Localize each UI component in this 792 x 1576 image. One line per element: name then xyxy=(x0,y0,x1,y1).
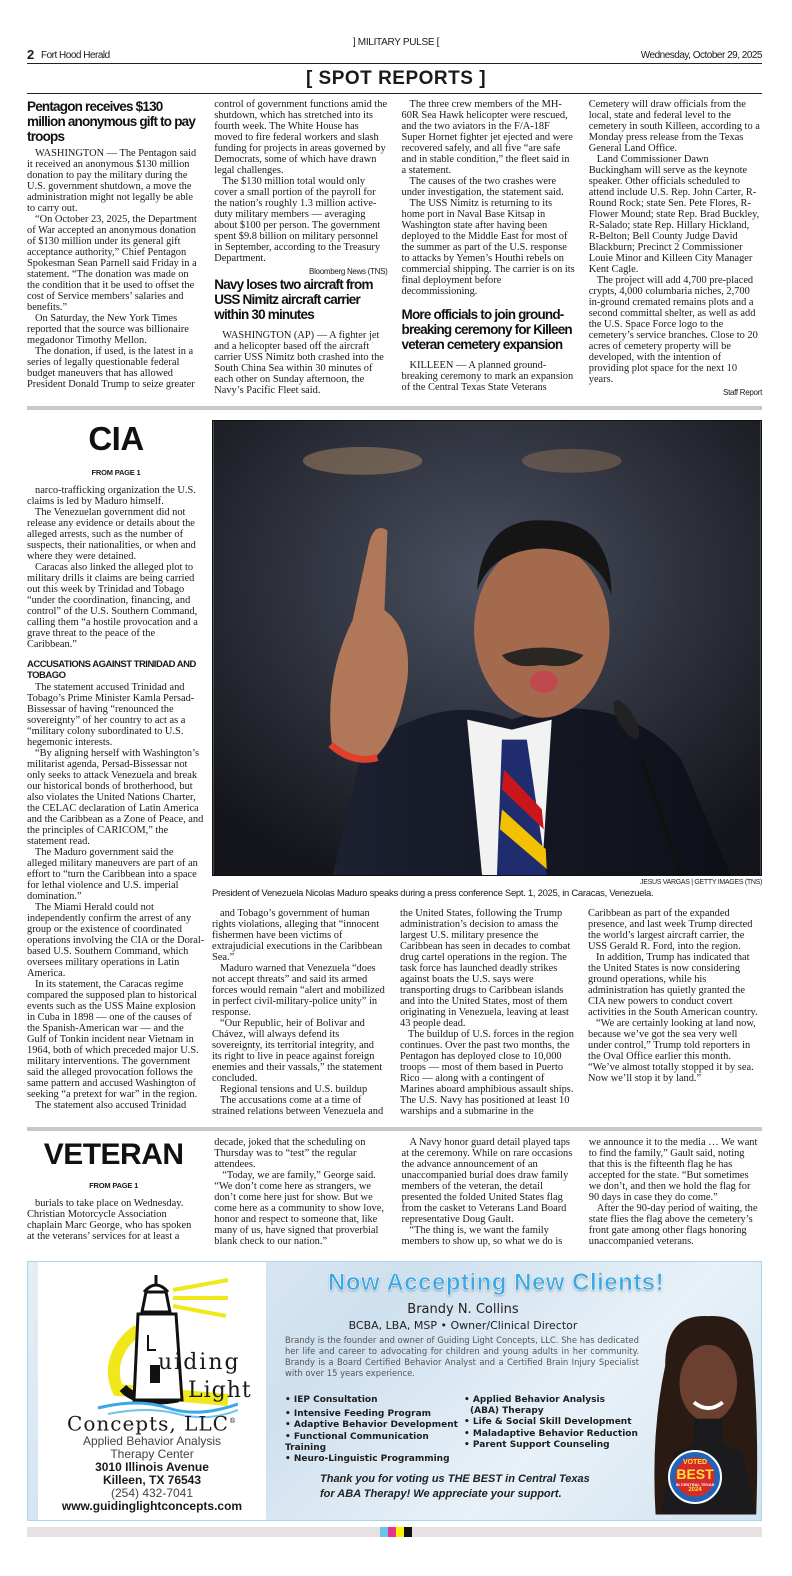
paragraph: The statement accused Trinidad and Tobago’s Prime Minister Kamla Persad-Bissessar of having “renounced the sovereignty” of her country to act as a “military colony subordinated to U.S. hegemonic interests. xyxy=(27,682,195,748)
paper-name: Fort Hood Herald xyxy=(41,50,110,61)
service-item: • Maladaptive Behavior Reduction xyxy=(464,1428,638,1439)
article-body xyxy=(27,682,205,1111)
spot-reports xyxy=(27,99,762,398)
paragraph: The project will add 4,700 pre-placed crypts, 4,000 columbaria niches, 2,700 in-ground cremated remains plots and a second committal shelter, as well as add the U.S. Space Force logo to the cemetery’s service branches. Close to 20 acres of cemetery property will be developed, with the intention of providing plot space for the next 10 years. xyxy=(588,275,758,385)
company-logo xyxy=(38,1262,266,1520)
service-item: • Adaptive Behavior Development xyxy=(285,1420,458,1431)
thanks-line: Thank you for voting us THE BEST in Central Texas xyxy=(320,1473,590,1485)
paragraph: The Maduro government said the alleged military maneuvers are part of an effort to “turn the Caribbean into a space for lethal violence and U.S. imperial domination.” xyxy=(27,847,198,902)
paragraph: WASHINGTON — The Pentagon said it received an anonymous $130 million donation to pay the military during the U.S. government shutdown, a move the administration might not legally be able to carry out. xyxy=(27,148,197,214)
paragraph: The Miami Herald could not independently confirm the arrest of any group or the existence of coordinated operations involving the CIA or the Doral-based U.S. Southern Command, which oversees military operations in Latin America. xyxy=(27,902,205,979)
paragraph: Caracas also linked the alleged plot to military drills it claims are being carried out this week by Trinidad and Tobago “under the coordination, financing, and control” of the U.S. Southern Command, calling them “a hostile provocation and a grave threat to the peace of the Caribbean.” xyxy=(27,562,198,650)
photo-credit: JESUS VARGAS | GETTY IMAGES (TNS) xyxy=(640,879,762,886)
paragraph: On Saturday, the New York Times reported that the source was billionaire megadonor Timothy Mellon. xyxy=(27,313,189,346)
section-divider xyxy=(27,1127,762,1131)
photo-caption: President of Venezuela Nicolas Maduro speaks during a press conference Sept. 1, 2025, in Caracas, Venezuela. xyxy=(212,888,654,899)
divider xyxy=(27,93,762,94)
paragraph: A Navy honor guard detail played taps at the ceremony. While on rare occasions the advance announcement of an unaccompanied burial does draw family members of the veteran, the detail presented the folded United States flag from the casket to Veterans Land Board representative Doug Gault. xyxy=(401,1137,573,1225)
badge-top: VOTED xyxy=(682,1459,708,1466)
service-item: • Neuro-Linguistic Programming xyxy=(285,1454,450,1465)
person-bio: Brandy is the founder and owner of Guiding Light Concepts, LLC. She has dedicated her life and career to advocating for children and young adults in her community. Brandy is a Board Certified Behavior Analyst and a Certified Brain Injury Specialist with over 15 years experience. xyxy=(285,1335,639,1378)
article-cia-left xyxy=(27,420,205,1111)
logo-word-concepts xyxy=(38,1409,266,1436)
subhead: ACCUSATIONS AGAINST TRINIDAD AND TOBAGO xyxy=(27,659,196,681)
magenta-swatch xyxy=(388,1527,396,1537)
paragraph: The USS Nimitz is returning to its home port in Naval Base Kitsap in Washington state after having been deployed to the Middle East for most of the summer as part of the U.S. response to attacks by Yemen’s Houthi rebels on commercial shipping. The carrier is on its final deployment before decommissioning. xyxy=(401,198,575,297)
registration-bar xyxy=(27,1527,762,1537)
yellow-swatch xyxy=(396,1527,404,1537)
article-body xyxy=(27,485,205,650)
paragraph: “By aligning herself with Washington’s militarist agenda, Persad-Bissessar not only seeks to attack Venezuela and break our historical bonds of brotherhood, but also violates the United Nations Charter, the CELAC declaration of Latin America and the Caribbean as a Zone of Peace, and the principles of CARICOM,” the statement read. xyxy=(27,748,204,847)
masthead xyxy=(0,0,792,97)
paragraph: After the 90-day period of waiting, the state flies the flag above the cemetery’s front gate among other flags honoring unaccompanied veterans. xyxy=(588,1203,758,1247)
paragraph: The causes of the two crashes were under investigation, the statement said. xyxy=(401,176,564,198)
article-cia-continued xyxy=(212,908,762,1117)
article-veteran xyxy=(27,1137,762,1247)
paragraph: “Today, we are family,” George said. “We don’t come here as strangers, we don’t come here just for show. But we come here as a community to show love, honor and respect to someone that, like many of us, have signed that proverbial blank check to our nation.” xyxy=(214,1170,384,1247)
person-name: Brandy N. Collins xyxy=(407,1302,519,1317)
services-list-left xyxy=(285,1395,460,1465)
ad-tagline: Therapy Center xyxy=(110,1447,194,1461)
paragraph: Maduro warned that Venezuela “does not accept threats” and said its armed forces would remain “alert and mobilized in perfect civil-military-police unity” in response. xyxy=(212,963,385,1018)
ad-address: 3010 Illinois Avenue xyxy=(95,1460,209,1474)
paragraph: narco-trafficking organization the U.S. claims is led by Maduro himself. xyxy=(27,485,196,507)
voted-best-badge xyxy=(668,1450,722,1504)
byline-credit: Staff Report xyxy=(723,388,762,397)
person-title: BCBA, LBA, MSP • Owner/Clinical Director xyxy=(348,1319,578,1332)
headline: More officials to join ground-breaking ceremony for Killeen veteran cemetery expansion xyxy=(401,307,572,352)
paragraph: The three crew members of the MH-60R Sea Hawk helicopter were rescued, and the two aviators in the F/A-18F Super Hornet fighter jet ejected and were recovered safely, and all five “are safe and in stable condition,” the fleet said in a statement. xyxy=(401,99,573,176)
ad-city: Killeen, TX 76543 xyxy=(102,1473,202,1487)
jump-title: CIA xyxy=(88,420,144,457)
paragraph: In its statement, the Caracas regime compared the supposed plan to historical events such as the USS Maine explosion in Cuba in 1898 — one of the causes of the Spanish-American war — and the Gulf of Tonkin incident near Vietnam in 1964, both of which preceded major U.S. military interventions. The government said the alleged provocation follows the same pattern and accused Washington of seeking “a pretext for war” in the region. xyxy=(27,979,199,1100)
section-title: [ SPOT REPORTS ] xyxy=(305,68,487,89)
headline: Navy loses two aircraft from USS Nimitz aircraft carrier within 30 minutes xyxy=(214,277,373,322)
paragraph: “On October 23, 2025, the Department of War accepted an anonymous donation of $130 million under its general gift acceptance authority,” Chief Pentagon Spokesman Sean Parnell said Friday in a statement. “The donation was made on the condition that it be used to offset the cost of Service members’ salaries and benefits.” xyxy=(27,214,197,313)
issue-date: Wednesday, October 29, 2025 xyxy=(640,50,762,61)
paragraph: The buildup of U.S. forces in the region continues. Over the past two months, the Pentagon has deployed close to 10,000 troops — most of them based in Puerto Rico — along with a contingent of Marines aboard amphibious assault ships. The U.S. Navy has positioned at least 10 warships and a submarine in the Caribbean as part of the expanded presence, and last week Trump directed the world’s largest aircraft carrier, the USS Gerald R. Ford, into the region. xyxy=(400,908,753,1117)
divider xyxy=(27,63,762,64)
paragraph: KILLEEN — A planned ground-breaking ceremony to mark an expansion of the Central Texas State Veterans Cemetery will draw officials from the local, state and federal level to the cemetery in south Killeen, according to a Monday press release from the Texas General Land Office. xyxy=(401,99,760,393)
section-divider xyxy=(27,406,762,410)
paragraph: The accusations come at a time of strained relations between Venezuela and the United States, following the Trump administration’s decision to amass the largest U.S. military presence the Caribbean has seen in decades to combat drug cartel operations in the region. The task force has launched deadly strikes against boats the U.S. says were transporting drugs to Caribbean islands and into the United States, most of them originating in Venezuela, leaving at least 43 people dead. xyxy=(212,908,571,1117)
page-content xyxy=(27,99,762,1537)
advertisement-guiding-light xyxy=(27,1261,762,1521)
article-cia-right xyxy=(212,420,762,1117)
trademark-symbol: ® xyxy=(228,1417,237,1425)
ad-thanks xyxy=(320,1472,590,1502)
paragraph: “Our Republic, heir of Bolivar and Chávez, will always defend its sovereignty, its territorial integrity, and its right to live in peace against foreign enemies and their vassals,” the statement concluded. xyxy=(212,1018,383,1084)
service-item: • Functional Communication Training xyxy=(285,1431,429,1453)
paragraph: “We are certainly looking at land now, because we’ve got the sea very well under control,” Trump told reporters in the Oval Office earlier this month. “We’ve almost totally stopped it by sea. Now we’ll stop it by land.” xyxy=(588,1018,756,1084)
section-label: ] MILITARY PULSE [ xyxy=(352,37,440,48)
paragraph: Land Commissioner Dawn Buckingham will serve as the keynote speaker. Other officials scheduled to attend include U.S. Rep. John Carter, R-Round Rock; state Sen. Pete Flores, R-Flower Mound; state Rep. Brad Buckley, R-Salado; state Rep. Hillary Hickland, R-Belton; Bell County Judge David Blackburn; Precinct 2 Commissioner Louie Minor and Killeen City Manager Kent Cagle. xyxy=(588,154,760,275)
black-swatch xyxy=(404,1527,412,1537)
paragraph: The $130 million total would only cover a small portion of the payroll for the nation’s roughly 1.3 million active-duty military members — averaging about $100 per person. The government spent $9.8 billion on military personnel in September, according to the Treasury Department. xyxy=(214,176,381,264)
service-item: • Parent Support Counseling xyxy=(464,1439,610,1450)
logo-word-guiding: uiding xyxy=(158,1350,241,1375)
paragraph: burials to take place on Wednesday. Christian Motorcycle Association chaplain Marc George, who has spoken at the veterans’ services for at least a decade, joked that the scheduling on Thursday was to “test” the regular attendees. xyxy=(27,1137,366,1242)
paragraph: and Tobago’s government of human rights violations, alleging that “innocent fishermen have been victims of extrajudicial executions in the Caribbean Sea.” xyxy=(212,908,383,963)
article-body xyxy=(212,908,762,1117)
paragraph: The Venezuelan government did not release any evidence or details about the alleged arrests, such as the number of suspects, their nationalities, or when and where they were detained. xyxy=(27,507,196,562)
logo-company-suffix: Concepts, LLC xyxy=(67,1411,229,1436)
headline: Pentagon receives $130 million anonymous gift to pay troops xyxy=(27,99,196,144)
jump-label: FROM PAGE 1 xyxy=(89,1181,139,1190)
ad-headline: Now Accepting New Clients! xyxy=(328,1269,665,1296)
services-list-right xyxy=(464,1395,640,1451)
badge-main: BEST xyxy=(676,1466,714,1482)
article-cia xyxy=(27,420,762,1117)
cyan-swatch xyxy=(380,1527,388,1537)
page-number: 2 xyxy=(27,47,35,62)
paragraph: Regional tensions and U.S. buildup xyxy=(220,1084,368,1095)
thanks-line: for ABA Therapy! We appreciate your support. xyxy=(320,1488,562,1500)
jump-title: VETERAN xyxy=(43,1138,184,1171)
ad-phone[interactable]: (254) 432-7041 xyxy=(110,1486,194,1500)
ad-tagline: Applied Behavior Analysis xyxy=(82,1434,222,1448)
paragraph: The statement also accused Trinidad xyxy=(35,1100,187,1111)
badge-year: 2024 xyxy=(688,1487,702,1493)
paragraph: “The thing is, we want the family members to show up, so what we do is we announce it to the media … We want to find the family,” Gault said, noting that this is the fifteenth flag he has accepted for the state. “But sometimes we don’t, and then we hold the flag for 90 days in case they do come.” xyxy=(401,1137,758,1247)
paragraph: WASHINGTON (AP) — A fighter jet and a helicopter based off the aircraft carrier USS Nimitz both crashed into the South China Sea within 30 minutes of each other on Sunday afternoon, the Navy’s Pacific Fleet said. xyxy=(214,330,384,396)
logo-word-light: Light xyxy=(188,1378,252,1403)
service-item: • Applied Behavior Analysis xyxy=(464,1395,605,1405)
ad-website[interactable]: www.guidinglightconcepts.com xyxy=(61,1499,243,1513)
photo-maduro xyxy=(212,420,762,876)
paragraph: The donation, if used, is the latest in a series of legally questionable federal budget maneuvers that has allowed President Donald Trump to seize greater control of government functions amid the shutdown, which has stretched into its fourth week. The White House has moved to fire federal workers and slash funding for projects in areas governed by Democrats, some of which have drawn legal challenges. xyxy=(27,99,388,390)
paragraph: In addition, Trump has indicated that the United States is now considering ground operations, while his administration has quietly granted the CIA new powers to conduct covert activities in the South American country. xyxy=(588,952,758,1018)
badge-sub: IN CENTRAL TEXAS xyxy=(675,1482,715,1487)
byline-credit: Bloomberg News (TNS) xyxy=(309,267,388,276)
service-item: • Intensive Feeding Program xyxy=(285,1409,432,1420)
service-item: • IEP Consultation xyxy=(285,1395,378,1405)
service-item: (ABA) Therapy xyxy=(470,1406,544,1417)
jump-label: FROM PAGE 1 xyxy=(91,468,141,477)
service-item: • Life & Social Skill Development xyxy=(464,1417,632,1428)
